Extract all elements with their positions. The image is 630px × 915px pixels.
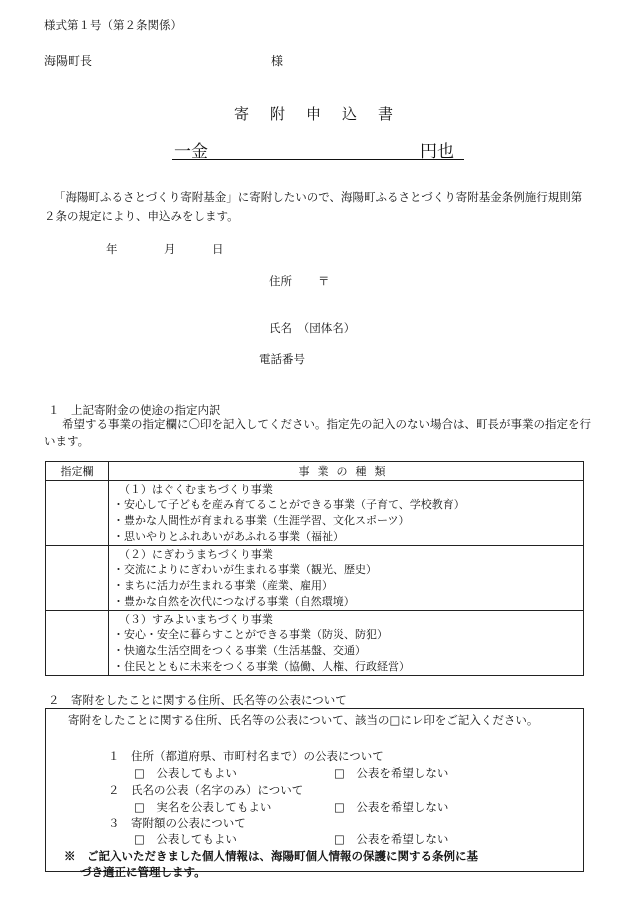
phone-label: 電話番号	[259, 352, 305, 366]
name-label: 氏名 （団体名）	[269, 321, 356, 335]
table-row	[46, 546, 584, 611]
addressee-honorific: 様	[271, 54, 284, 68]
designation-cell-2[interactable]	[46, 546, 109, 611]
project-group-2	[109, 546, 584, 611]
q1-option-decline[interactable]: □ 公表を希望しない	[334, 766, 449, 780]
list-item: ・交流によりにぎわいが生まれる事業（観光、歴史）	[113, 563, 377, 576]
project-table	[45, 461, 584, 676]
q3-option-decline[interactable]: □ 公表を希望しない	[334, 832, 449, 846]
table-header-designation: 指定欄	[46, 462, 109, 481]
project-group-1	[109, 481, 584, 546]
address-label: 住所	[269, 274, 292, 288]
section2-intro: 寄附をしたことに関する住所、氏名等の公表について、該当の□にレ印をご記入ください。	[68, 713, 539, 727]
designation-cell-3[interactable]	[46, 611, 109, 676]
privacy-note-line1: ※ ご記入いただきました個人情報は、海陽町個人情報の保護に関する条例に基	[64, 849, 478, 863]
table-row	[46, 481, 584, 546]
postal-mark: 〒	[318, 274, 330, 288]
question-3-label: ３ 寄附額の公表について	[108, 816, 246, 830]
question-2-label: ２ 氏名の公表（名字のみ）について	[108, 783, 304, 797]
list-item: ・安心して子どもを産み育てることができる事業（子育て、学校教育）	[113, 498, 465, 511]
group-title: （２）にぎわうまちづくり事業	[119, 548, 273, 561]
list-item: ・まちに活力が生まれる事業（産業、雇用）	[113, 579, 333, 592]
list-item: ・豊かな人間性が育まれる事業（生涯学習、文化スポーツ）	[113, 514, 410, 527]
document-title: 寄附申込書	[233, 105, 414, 123]
project-group-3	[109, 611, 584, 676]
q3-option-allow[interactable]: □ 公表してもよい	[134, 832, 237, 846]
section2-heading: ２ 寄附をしたことに関する住所、氏名等の公表について	[48, 693, 347, 707]
date-day-label: 日	[212, 242, 224, 256]
list-item: ・思いやりとふれあいがあふれる事業（福祉）	[113, 530, 344, 543]
form-id: 様式第１号（第２条関係）	[44, 18, 182, 32]
list-item: ・住民とともに未来をつくる事業（協働、人権、行政経営）	[113, 660, 410, 673]
group-title: （１）はぐくむまちづくり事業	[119, 483, 273, 496]
publication-box	[45, 708, 584, 879]
amount-suffix: 円也	[420, 142, 454, 162]
list-item: ・豊かな自然を次代につなげる事業（自然環境）	[113, 595, 355, 608]
date-year-label: 年	[106, 242, 118, 256]
q2-option-decline[interactable]: □ 公表を希望しない	[334, 800, 449, 814]
group-title: （３）すみよいまちづくり事業	[119, 613, 273, 626]
question-1-label: １ 住所（都道府県、市町村名まで）の公表について	[108, 749, 384, 763]
table-header-row	[46, 462, 584, 481]
amount-field[interactable]	[172, 137, 464, 160]
addressee	[44, 52, 284, 69]
date-month-label: 月	[164, 242, 176, 256]
amount-prefix: 一金	[174, 142, 208, 162]
designation-cell-1[interactable]	[46, 481, 109, 546]
table-header-project-type: 事業の種類	[109, 462, 584, 481]
intro-text: 「海陽町ふるさとづくり寄附基金」に寄附したいので、海陽町ふるさとづくり寄附基金条例施行規則第２条の規定により、申込みをします。	[44, 190, 583, 223]
list-item: ・安心・安全に暮らすことができる事業（防災、防犯）	[113, 628, 388, 641]
list-item: ・快適な生活空間をつくる事業（生活基盤、交通）	[113, 644, 366, 657]
addressee-name: 海陽町長	[44, 54, 93, 68]
privacy-note-line2: づき適正に管理します。	[80, 865, 206, 879]
q2-option-allow[interactable]: □ 実名を公表してもよい	[134, 800, 272, 814]
section1-heading: １ 上記寄附金の使途の指定内訳	[48, 403, 221, 417]
section1-description: 希望する事業の指定欄に〇印を記入してください。指定先の記入のない場合は、町長が事業の指定を行います。	[44, 417, 591, 448]
table-row	[46, 611, 584, 676]
q1-option-allow[interactable]: □ 公表してもよい	[134, 766, 237, 780]
